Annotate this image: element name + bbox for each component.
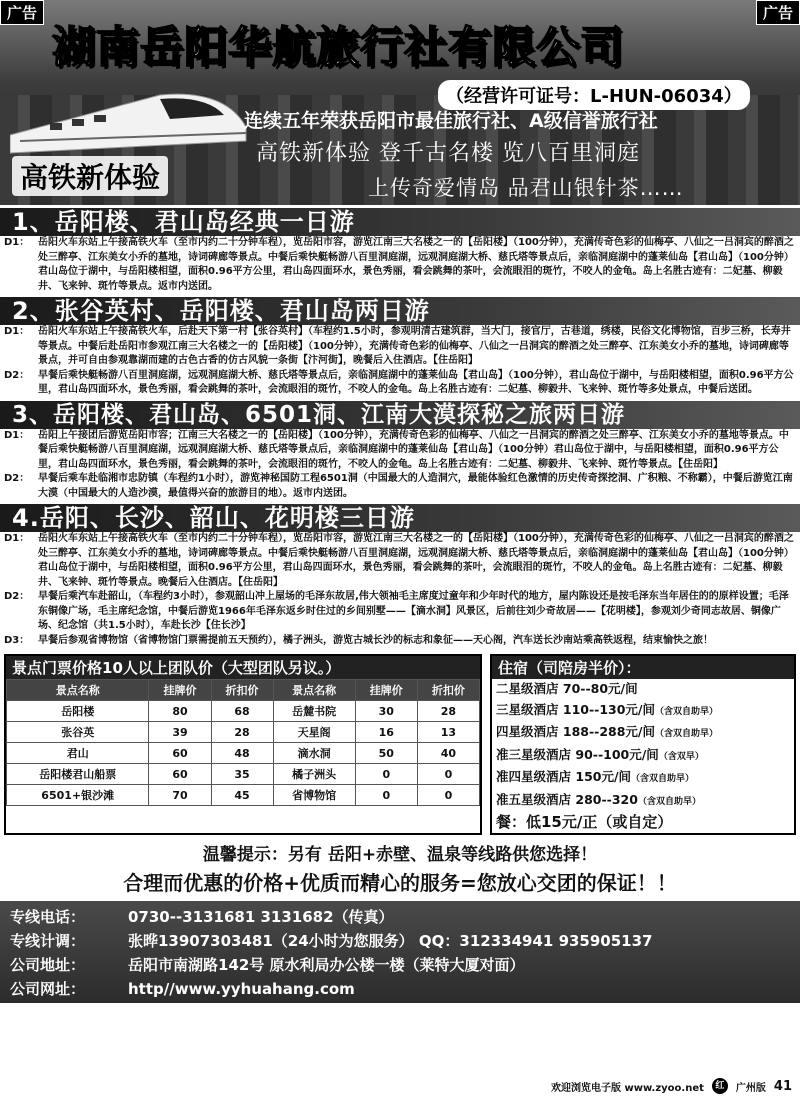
hotel-row — [492, 722, 794, 745]
tour-4-day-1 — [0, 532, 800, 590]
tour-3-title: 3、岳阳楼、君山岛、6501洞、江南大漠探秘之旅两日游 — [0, 401, 800, 429]
tour-4-day-3 — [0, 634, 800, 649]
cell: 13 — [417, 722, 479, 743]
tour-3-day-1 — [0, 429, 800, 473]
hotel-price: 70--80元/间 — [562, 681, 638, 696]
hotel-note: （含双自助早） — [655, 729, 719, 739]
cell: 70 — [149, 785, 211, 806]
cell: 岳麓书院 — [273, 701, 355, 722]
ticket-price-panel — [4, 654, 482, 835]
day-label: D3： — [4, 634, 30, 646]
hotel-name: 准四星级酒店 — [496, 769, 572, 784]
day-text: 早餐后乘快艇畅游八百里洞庭湖，远观洞庭湖大桥、慈氏塔等景点后，亲临洞庭湖中的蓬莱仙岛【君山岛】（100分钟），君山岛位于湖中，与岳阳楼相望，面积0.96平方公里，君山岛四面环水，景色秀丽，看会跳舞的茶叶，会流眼泪的斑竹，不咬人的金龟。岛上名胜古迹有：二妃墓、柳毅井、飞来钟、斑竹等多处景点，中餐后送团。 — [38, 369, 794, 395]
hotel-note: （含双早） — [658, 751, 704, 762]
col-header: 挂牌价 — [149, 680, 211, 701]
hotel-price: 90--100元/间 — [575, 746, 659, 762]
tour-2-day-2 — [0, 369, 800, 398]
hotel-price: 188--288元/间 — [562, 724, 656, 739]
hotel-name: 三星级酒店 — [496, 701, 559, 717]
honor-text: 连续五年荣获岳阳市最佳旅行社、A级信誉旅行社 — [244, 110, 658, 132]
table-row — [7, 764, 480, 785]
cell: 30 — [355, 701, 417, 722]
ticket-header-row — [7, 680, 480, 701]
day-text: 早餐后乘汽车赴韶山，（车程约3小时），参观韶山冲上屋场的毛泽东故居,伟大领袖毛主席度过童年和少年时代的地方，屋内陈设还是按毛泽东当年居住的的原样设置；毛泽东铜像广场，毛主席纪念馆，中餐后游览1966年毛泽东返乡时住过的乡间别墅——【滴水洞】风景区，后前往刘少奇故居——【花明楼】，参观刘少奇同志故居、铜像广场、纪念馆（共1.5小时），车赴长沙【住长沙】 — [38, 591, 789, 631]
contact-key: 公司网址： — [10, 979, 86, 998]
price-section — [4, 654, 796, 835]
day-label: D1： — [4, 533, 30, 544]
cell: 39 — [149, 722, 211, 743]
cell: 40 — [417, 743, 479, 764]
ad-tag-right: 广告 — [756, 0, 800, 25]
col-header: 挂牌价 — [355, 680, 417, 701]
cell: 28 — [417, 701, 479, 722]
hotel-name: 四星级酒店 — [496, 724, 559, 739]
contact-row-planner — [10, 929, 790, 953]
hotel-price: 110--130元/间 — [562, 701, 656, 717]
cell: 45 — [211, 785, 273, 806]
company-title: 湖南岳阳华航旅行社有限公司 — [52, 23, 624, 73]
hotel-price: 150元/间 — [575, 769, 632, 784]
cell: 0 — [417, 764, 479, 785]
cell: 君山 — [7, 743, 149, 764]
hotel-row — [492, 679, 794, 700]
day-text: 岳阳火车东站上午接高铁火车（至市内约二十分钟车程），览岳阳市容，游览江南三大名楼之一的【岳阳楼】（100分钟），充满传奇色彩的仙梅亭、八仙之一吕洞宾的醉酒之处三醉亭、江东美女小乔的墓地，诗词碑廊等景点。中餐后乘快艇畅游八百里洞庭湖，远观洞庭湖大桥、慈氏塔等景点后，亲临洞庭湖中的蓬莱仙岛【君山岛】（100分钟）君山岛位于湖中，与岳阳楼相望，面积0.96平方公里，君山岛四面环水，景色秀丽，看会跳舞的茶叶，会流眼泪的斑竹，不咬人的金龟。岛上名胜古迹有：二妃墓、柳毅井、飞来钟、斑竹等景点。返市内送团。 — [38, 237, 794, 292]
tour-2-day-1 — [0, 325, 800, 369]
meal-price: 餐：低15元/正（或自定） — [496, 813, 673, 831]
contact-value: 张晔13907303481（24小时为您服务） QQ：312334941 935905137 — [128, 931, 653, 950]
cell: 80 — [149, 701, 211, 722]
slogan-line-2: 上传奇爱情岛 品君山银针茶…… — [368, 176, 684, 200]
contact-value: 0730--3131681 3131682（传真） — [128, 907, 394, 926]
hotel-name: 准三星级酒店 — [496, 746, 572, 762]
contact-footer — [0, 901, 800, 1003]
tour-2-title: 2、张谷英村、岳阳楼、君山岛两日游 — [0, 297, 800, 325]
cell: 50 — [355, 743, 417, 764]
tour-1-day-1 — [0, 236, 800, 294]
table-row — [7, 701, 480, 722]
hotel-name: 准五星级酒店 — [496, 791, 572, 807]
day-label: D2： — [4, 369, 30, 381]
warm-tip: 温馨提示：另有 岳阳+赤壁、温泉等线路供您选择！ — [202, 844, 598, 865]
hotel-note: （含双自助早） — [655, 706, 719, 717]
tour-1-title: 1、岳阳楼、君山岛经典一日游 — [0, 208, 800, 236]
header-banner — [0, 0, 800, 205]
hotel-name: 二星级酒店 — [496, 681, 559, 696]
hotel-row — [492, 790, 794, 813]
day-text: 早餐后参观省博物馆（省博物馆门票需提前五天预约），橘子洲头，游览古城长沙的标志和象征——天心阁，汽车送长沙南站乘高铁返程，结束愉快之旅！ — [38, 634, 713, 646]
cell: 35 — [211, 764, 273, 785]
page-number: 41 — [773, 1078, 792, 1094]
contact-row-address — [10, 953, 790, 977]
cell: 0 — [417, 785, 479, 806]
day-text: 早餐后乘车赴临湘市忠防镇（车程约1小时），游览神秘国防工程6501洞（中国最大的人造洞穴，最能体验红色激情的历史传奇探挖洞、广积粮、不称霸），中餐后游览江南大漠（中国最大的人造沙漠，最值得兴奋的旅游目的地）。返市内送团。 — [38, 473, 793, 499]
day-text: 岳阳火车东站上午接高铁火车（至市内约二十分钟车程），览岳阳市容，游览江南三大名楼之一的【岳阳楼】（100分钟），充满传奇色彩的仙梅亭、八仙之一吕洞宾的醉酒之处三醉亭、江东美女小乔的墓地，诗词碑廊等景点。中餐后乘快艇畅游八百里洞庭湖，远观洞庭湖大桥、慈氏塔等景点后，亲临洞庭湖中的蓬莱仙岛【君山岛】（100分钟）君山岛位于湖中，与岳阳楼相望，面积0.96平方公里，君山岛四面环水，景色秀丽，看会跳舞的茶叶，会流眼泪的斑竹，不咬人的金龟。岛上名胜古迹有：二妃墓、柳毅井、飞来钟、斑竹等景点。晚餐后入住酒店。【住岳阳】 — [38, 533, 794, 588]
hotel-note: （含双自助早） — [631, 774, 695, 784]
service-promise: 合理而优惠的价格+优质而精心的服务=您放心交团的保证！！ — [123, 870, 677, 895]
hsr-badge: 高铁新体验 — [12, 156, 168, 196]
cell: 岳阳楼 — [7, 701, 149, 722]
day-label: D1： — [4, 237, 30, 248]
cell: 6501+银沙滩 — [7, 785, 149, 806]
day-label: D2： — [4, 473, 30, 484]
col-header: 折扣价 — [211, 680, 273, 701]
tour-4-title: 4.岳阳、长沙、韶山、花明楼三日游 — [0, 504, 800, 532]
license-number: （经营许可证号：L-HUN-06034） — [438, 80, 750, 110]
hotel-price: 280--320 — [575, 791, 638, 807]
hotel-row — [492, 700, 794, 723]
tour-4-day-2 — [0, 590, 800, 634]
col-header: 景点名称 — [273, 680, 355, 701]
edition-label: 广州版 — [735, 1082, 766, 1094]
ad-tag-left: 广告 — [0, 0, 44, 25]
ticket-heading: 景点门票价格10人以上团队价（大型团队另议。） — [6, 656, 480, 679]
browse-text: 欢迎浏览电子版 www.zyoo.net — [550, 1082, 704, 1094]
cell: 省博物馆 — [273, 785, 355, 806]
website-link[interactable]: http//www.yyhuahang.com — [128, 979, 355, 998]
cell: 滴水洞 — [273, 743, 355, 764]
contact-key: 专线计调： — [10, 931, 86, 950]
tour-3-day-2 — [0, 472, 800, 501]
cell: 60 — [149, 743, 211, 764]
hotel-row — [492, 745, 794, 768]
day-label: D1： — [4, 326, 30, 337]
table-row — [7, 785, 480, 806]
contact-row-phone — [10, 905, 790, 929]
col-header: 景点名称 — [7, 680, 149, 701]
day-label: D2： — [4, 591, 30, 602]
cell: 48 — [211, 743, 273, 764]
day-text: 岳阳上午接团后游览岳阳市容；江南三大名楼之一的【岳阳楼】（100分钟），充满传奇色彩的仙梅亭、八仙之一吕洞宾的醉酒之处三醉亭、江东美女小乔的墓地等景点。中餐后乘快艇畅游八百里洞庭湖，远观洞庭湖大桥、慈氏塔等景点后，亲临洞庭湖中的蓬莱仙岛【君山岛】（100分钟）君山岛位于湖中，与岳阳楼相望，面积0.96平方公里，君山岛四面环水，景色秀丽，看会跳舞的茶叶，会流眼泪的斑竹，不咬人的金龟。岛上名胜古迹有：二妃墓、柳毅井、飞来钟、斑竹等景点。【住岳阳】 — [38, 429, 789, 470]
contact-row-website — [10, 977, 790, 1001]
cell: 张谷英 — [7, 722, 149, 743]
cell: 岳阳楼君山船票 — [7, 764, 149, 785]
high-speed-train-icon — [10, 75, 250, 155]
cell: 橘子洲头 — [273, 764, 355, 785]
day-label: D1： — [4, 429, 30, 441]
contact-key: 公司地址： — [10, 955, 86, 974]
page-footer — [551, 1078, 792, 1094]
cell: 0 — [355, 785, 417, 806]
cell: 天星阁 — [273, 722, 355, 743]
col-header: 折扣价 — [417, 680, 479, 701]
cell: 0 — [355, 764, 417, 785]
contact-value: 岳阳市南湖路142号 原水利局办公楼一楼（莱特大厦对面） — [128, 955, 525, 974]
hotel-heading: 住宿（司陪房半价）： — [492, 656, 794, 679]
magazine-logo-icon: 红 — [712, 1078, 728, 1094]
cell: 28 — [211, 722, 273, 743]
cell: 16 — [355, 722, 417, 743]
table-row — [7, 743, 480, 764]
cell: 60 — [149, 764, 211, 785]
hotel-note: （含双自助早） — [637, 796, 701, 807]
hotel-row — [492, 767, 794, 790]
ticket-table — [6, 679, 480, 806]
hotel-price-panel — [490, 654, 796, 835]
cell: 68 — [211, 701, 273, 722]
slogan-line-1: 高铁新体验 登千古名楼 览八百里洞庭 — [256, 141, 640, 166]
table-row — [7, 722, 480, 743]
day-text: 岳阳火车东站上午接高铁火车，后赴天下第一村【张谷英村】（车程约1.5小时，参观明清古建筑群，当大门，接官厅，古巷道，绣楼，民俗文化博物馆，百步三桥，长寿井等景点。中餐后赴岳阳市参观江南三大名楼之一的【岳阳楼】（100分钟），充满传奇色彩的仙梅亭、八仙之一吕洞宾的醉酒之处三醉亭、江东美女小乔的墓地，诗词碑廊等景点，并可自由参观靠湖而建的古色古香的仿古风貌一条街【汴河街】，晚餐后入住酒店。【住岳阳】 — [38, 326, 791, 366]
contact-key: 专线电话： — [10, 907, 86, 926]
